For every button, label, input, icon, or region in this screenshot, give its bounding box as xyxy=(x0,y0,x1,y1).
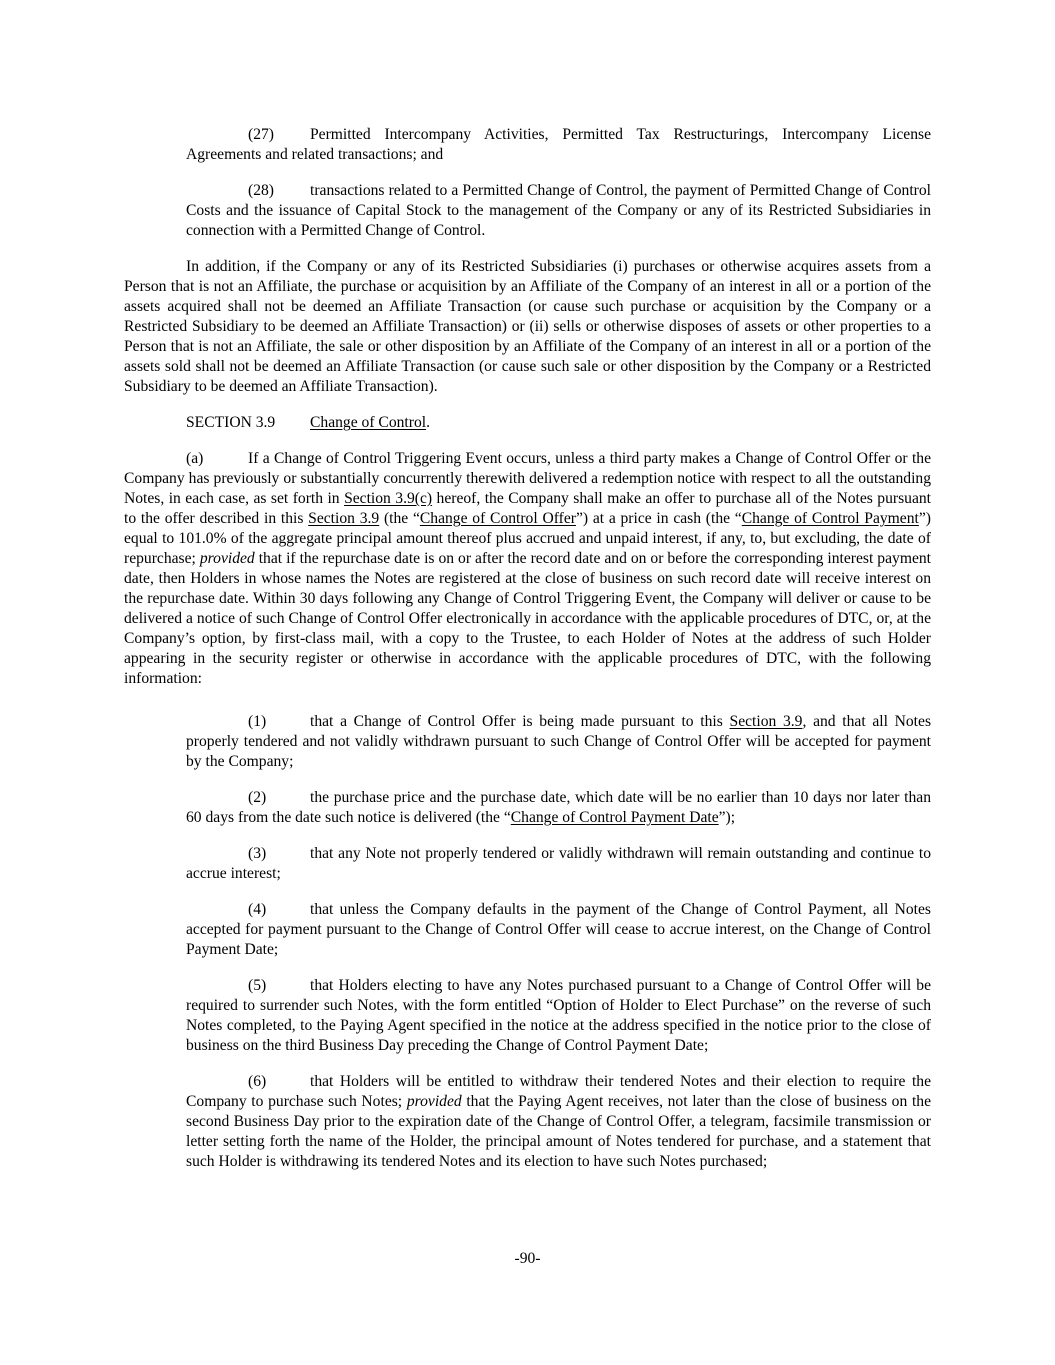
addition-paragraph: In addition, if the Company or any of its Restricted Subsidiaries (i) purchases or otherwise acquires assets from a Person that is not an Affiliate, the purchase or acquisition by an Affiliate of the Company of an interest in all or a portion of the assets acquired shall not be deemed an Affiliate Transaction (or cause such purchase or acquisition by the Company or a Restricted Subsidiary to be deemed an Affiliate Transaction) or (ii) sells or otherwise disposes of assets or other properties to a Person that is not an Affiliate, the sale or other disposition by an Affiliate of the Company of an interest in all or a portion of the assets sold shall not be deemed an Affiliate Transaction (or cause such sale or other disposition by the Company or a Restricted Subsidiary to be deemed an Affiliate Transaction). xyxy=(124,258,931,395)
list-item-4 xyxy=(186,900,931,960)
list-text: transactions related to a Permitted Change of Control, the payment of Permitted Change of Control Costs and the issuance of Capital Stock to the management of the Company or any of its Restricted Subsidiaries in connection with a Permitted Change of Control. xyxy=(186,182,931,239)
list-item-28 xyxy=(186,181,931,241)
list-item-2: (2) the purchase price and the purchase date, which date will be no earlier than 10 days nor later than 60 days from the date such notice is delivered (the “Change of Control Payment Date”); xyxy=(186,789,931,826)
section-heading: SECTION 3.9 Change of Control. xyxy=(186,414,430,431)
list-number: (4) xyxy=(248,901,267,918)
section-label: SECTION 3.9 xyxy=(186,414,276,431)
section-reference: Section 3.9 xyxy=(308,510,380,527)
list-number: (5) xyxy=(248,977,267,994)
document-page xyxy=(124,125,931,1172)
defined-term: Change of Control Payment Date xyxy=(510,809,719,826)
paragraph-a: (a) If a Change of Control Triggering Event occurs, unless a third party makes a Change of Control Offer or the Company has previously or substantially concurrently therewith delivered a redemption notice with respect to all the outstanding Notes, in each case, as set forth in Section 3.9(c) hereof, the Company shall make an offer to purchase all of the Notes pursuant to the offer described in this Section 3.9 (the “Change of Control Offer”) at a price in cash (the “Change of Control Payment”) equal to 101.0% of the aggregate principal amount thereof plus accrued and unpaid interest, if any, to, but excluding, the date of repurchase; provided that if the repurchase date is on or after the record date and on or before the corresponding interest payment date, then Holders in whose names the Notes are registered at the close of business on such record date will receive interest on the repurchase date. Within 30 days following any Change of Control Triggering Event, the Company will deliver or cause to be delivered a notice of such Change of Control Offer electronically in accordance with the applicable procedures of DTC, or, at the Company’s option, by first-class mail, with a copy to the Trustee, to each Holder of Notes at the address of such Holder appearing in the security register or otherwise in accordance with the applicable procedures of DTC, with the following information: xyxy=(124,450,932,687)
emphasis: provided xyxy=(406,1093,462,1110)
list-item-5 xyxy=(186,976,931,1056)
list-item-1: (1) that a Change of Control Offer is being made pursuant to this Section 3.9, and that all Notes properly tendered and not validly withdrawn pursuant to such Change of Control Offer will be accepted for payment by the Company; xyxy=(186,713,932,770)
section-reference: Section 3.9(c) xyxy=(344,490,433,507)
list-number: (2) xyxy=(248,789,267,806)
section-title: Change of Control xyxy=(310,414,427,431)
list-text: that any Note not properly tendered or validly withdrawn will remain outstanding and continue to accrue interest; xyxy=(186,845,931,882)
list-text: that Holders electing to have any Notes purchased pursuant to a Change of Control Offer will be required to surrender such Notes, with the form entitled “Option of Holder to Elect Purchase” on the reverse of such Notes completed, to the Paying Agent specified in the notice at the address specified in the notice prior to the close of business on the third Business Day preceding the Change of Control Payment Date; xyxy=(186,977,931,1054)
list-text: Permitted Intercompany Activities, Permitted Tax Restructurings, Intercompany License Agreements and related transactions; and xyxy=(186,126,931,163)
list-number: (3) xyxy=(248,845,267,862)
defined-term: Change of Control Payment xyxy=(741,510,919,527)
list-number: (6) xyxy=(248,1073,267,1090)
list-text: that unless the Company defaults in the payment of the Change of Control Payment, all Notes accepted for payment pursuant to the Change of Control Offer will cease to accrue interest, on the Change of Control Payment Date; xyxy=(186,901,931,958)
page-number: -90- xyxy=(514,1250,541,1267)
section-reference: Section 3.9 xyxy=(729,713,803,730)
list-number: (1) xyxy=(248,713,267,730)
list-item-6: (6) that Holders will be entitled to withdraw their tendered Notes and their election to require the Company to purchase such Notes; provided that the Paying Agent receives, not later than the close of business on the second Business Day prior to the expiration date of the Change of Control Offer, a telegram, facsimile transmission or letter setting forth the name of the Holder, the principal amount of Notes tendered for purchase, and a statement that such Holder is withdrawing its tendered Notes and its election to have such Notes purchased; xyxy=(186,1073,931,1170)
list-item-27 xyxy=(186,125,931,165)
emphasis: provided xyxy=(199,550,255,567)
defined-term: Change of Control Offer xyxy=(419,510,576,527)
list-number: (28) xyxy=(248,182,274,199)
list-number: (27) xyxy=(248,126,274,143)
paragraph-number: (a) xyxy=(186,450,204,467)
list-item-3 xyxy=(186,844,931,884)
